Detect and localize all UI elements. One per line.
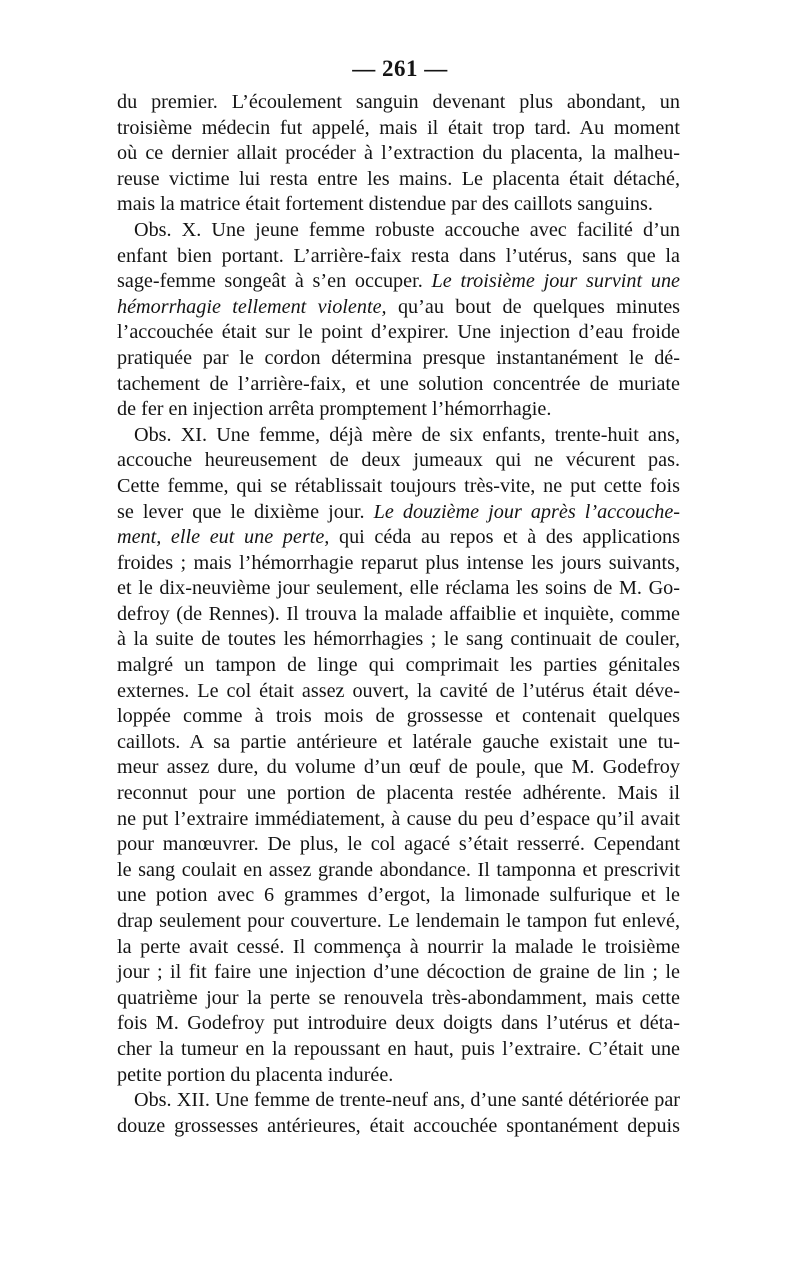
- text-line: malgré un tampon de linge qui comprimait les parties génitales: [117, 654, 680, 677]
- text-line: et le dix-neuvième jour seulement, elle réclama les soins de M. Go-: [117, 577, 680, 600]
- text-line: froides ; mais l’hémorrhagie reparut plus intense les jours suivants,: [117, 551, 680, 574]
- text-line: Obs. XI. Une femme, déjà mère de six enfants, trente-huit ans,: [134, 423, 680, 446]
- body-text: [117, 90, 680, 1139]
- text-line: ment, elle eut une perte, qui céda au repos et à des applications: [117, 526, 680, 549]
- text-line: reconnut pour une portion de placenta restée adhérente. Mais il: [117, 782, 680, 805]
- text-line: l’accouchée était sur le point d’expirer. Une injection d’eau froide: [117, 321, 680, 344]
- text-line: le sang coulait en assez grande abondance. Il tamponna et prescrivit: [117, 858, 680, 881]
- text-line: hémorrhagie tellement violente, qu’au bout de quelques minutes: [117, 295, 681, 318]
- text-line: ne put l’extraire immédiatement, à cause du peu d’espace qu’il avait: [117, 807, 680, 830]
- text-line: troisième médecin fut appelé, mais il était trop tard. Au moment: [117, 116, 680, 139]
- text-line: drap seulement pour couverture. Le lendemain le tampon fut enlevé,: [117, 910, 680, 932]
- text-line: cher la tumeur en la repoussant en haut, puis l’extraire. C’était une: [117, 1037, 680, 1060]
- text-line: se lever que le dixième jour. Le douzième jour après l’accouche-: [117, 500, 681, 523]
- text-line: quatrième jour la perte se renouvela très-abondamment, mais cette: [117, 986, 680, 1009]
- text-line: Obs. XII. Une femme de trente-neuf ans, d’une santé détériorée par: [134, 1089, 680, 1112]
- text-line: douze grossesses antérieures, était accouchée spontanément depuis: [117, 1114, 680, 1137]
- text-line: de fer en injection arrêta promptement l’hémorrhagie.: [117, 398, 552, 421]
- text-line: reuse victime lui resta entre les mains. Le placenta était détaché,: [117, 167, 680, 190]
- text-line: jour ; il fit faire une injection d’une décoction de graine de lin ; le: [117, 961, 680, 984]
- text-line: accouche heureusement de deux jumeaux qui ne vécurent pas.: [117, 449, 680, 472]
- text-line: fois M. Godefroy put introduire deux doigts dans l’utérus et déta-: [117, 1012, 680, 1035]
- text-line: tachement de l’arrière-faix, et une solution concentrée de muriate: [117, 372, 680, 395]
- text-line: enfant bien portant. L’arrière-faix resta dans l’utérus, sans que la: [117, 244, 680, 267]
- text-line: mais la matrice était fortement distendue par des caillots sanguins.: [117, 193, 653, 216]
- text-line: une potion avec 6 grammes d’ergot, la limonade sulfurique et le: [117, 884, 680, 907]
- text-line: loppée comme à trois mois de grossesse et contenait quelques: [117, 705, 680, 728]
- text-line: defroy (de Rennes). Il trouva la malade affaiblie et inquiète, comme: [117, 602, 680, 625]
- text-line: meur assez dure, du volume d’un œuf de poule, que M. Godefroy: [117, 756, 680, 779]
- page-number: — 261 —: [352, 56, 448, 81]
- text-line: la perte avait cessé. Il commença à nourrir la malade le troisième: [117, 935, 680, 958]
- text-line: à la suite de toutes les hémorrhagies ; le sang continuait de couler,: [117, 628, 680, 651]
- text-line: du premier. L’écoulement sanguin devenant plus abondant, un: [117, 91, 680, 113]
- text-line: pour manœuvrer. De plus, le col agacé s’était resserré. Cependant: [117, 833, 680, 856]
- text-line: externes. Le col était assez ouvert, la cavité de l’utérus était déve-: [117, 679, 680, 702]
- text-line: sage-femme songeât à s’en occuper. Le troisième jour survint une: [117, 270, 680, 293]
- text-line: pratiquée par le cordon détermina presque instantanément le dé-: [117, 346, 680, 369]
- text-line: caillots. A sa partie antérieure et latérale gauche existait une tu-: [117, 730, 680, 753]
- text-line: petite portion du placenta indurée.: [117, 1063, 394, 1086]
- text-line: où ce dernier allait procéder à l’extraction du placenta, la malheu-: [117, 142, 680, 165]
- text-line: Obs. X. Une jeune femme robuste accouche avec facilité d’un: [134, 218, 680, 241]
- text-line: Cette femme, qui se rétablissait toujours très-vite, ne put cette fois: [117, 474, 680, 497]
